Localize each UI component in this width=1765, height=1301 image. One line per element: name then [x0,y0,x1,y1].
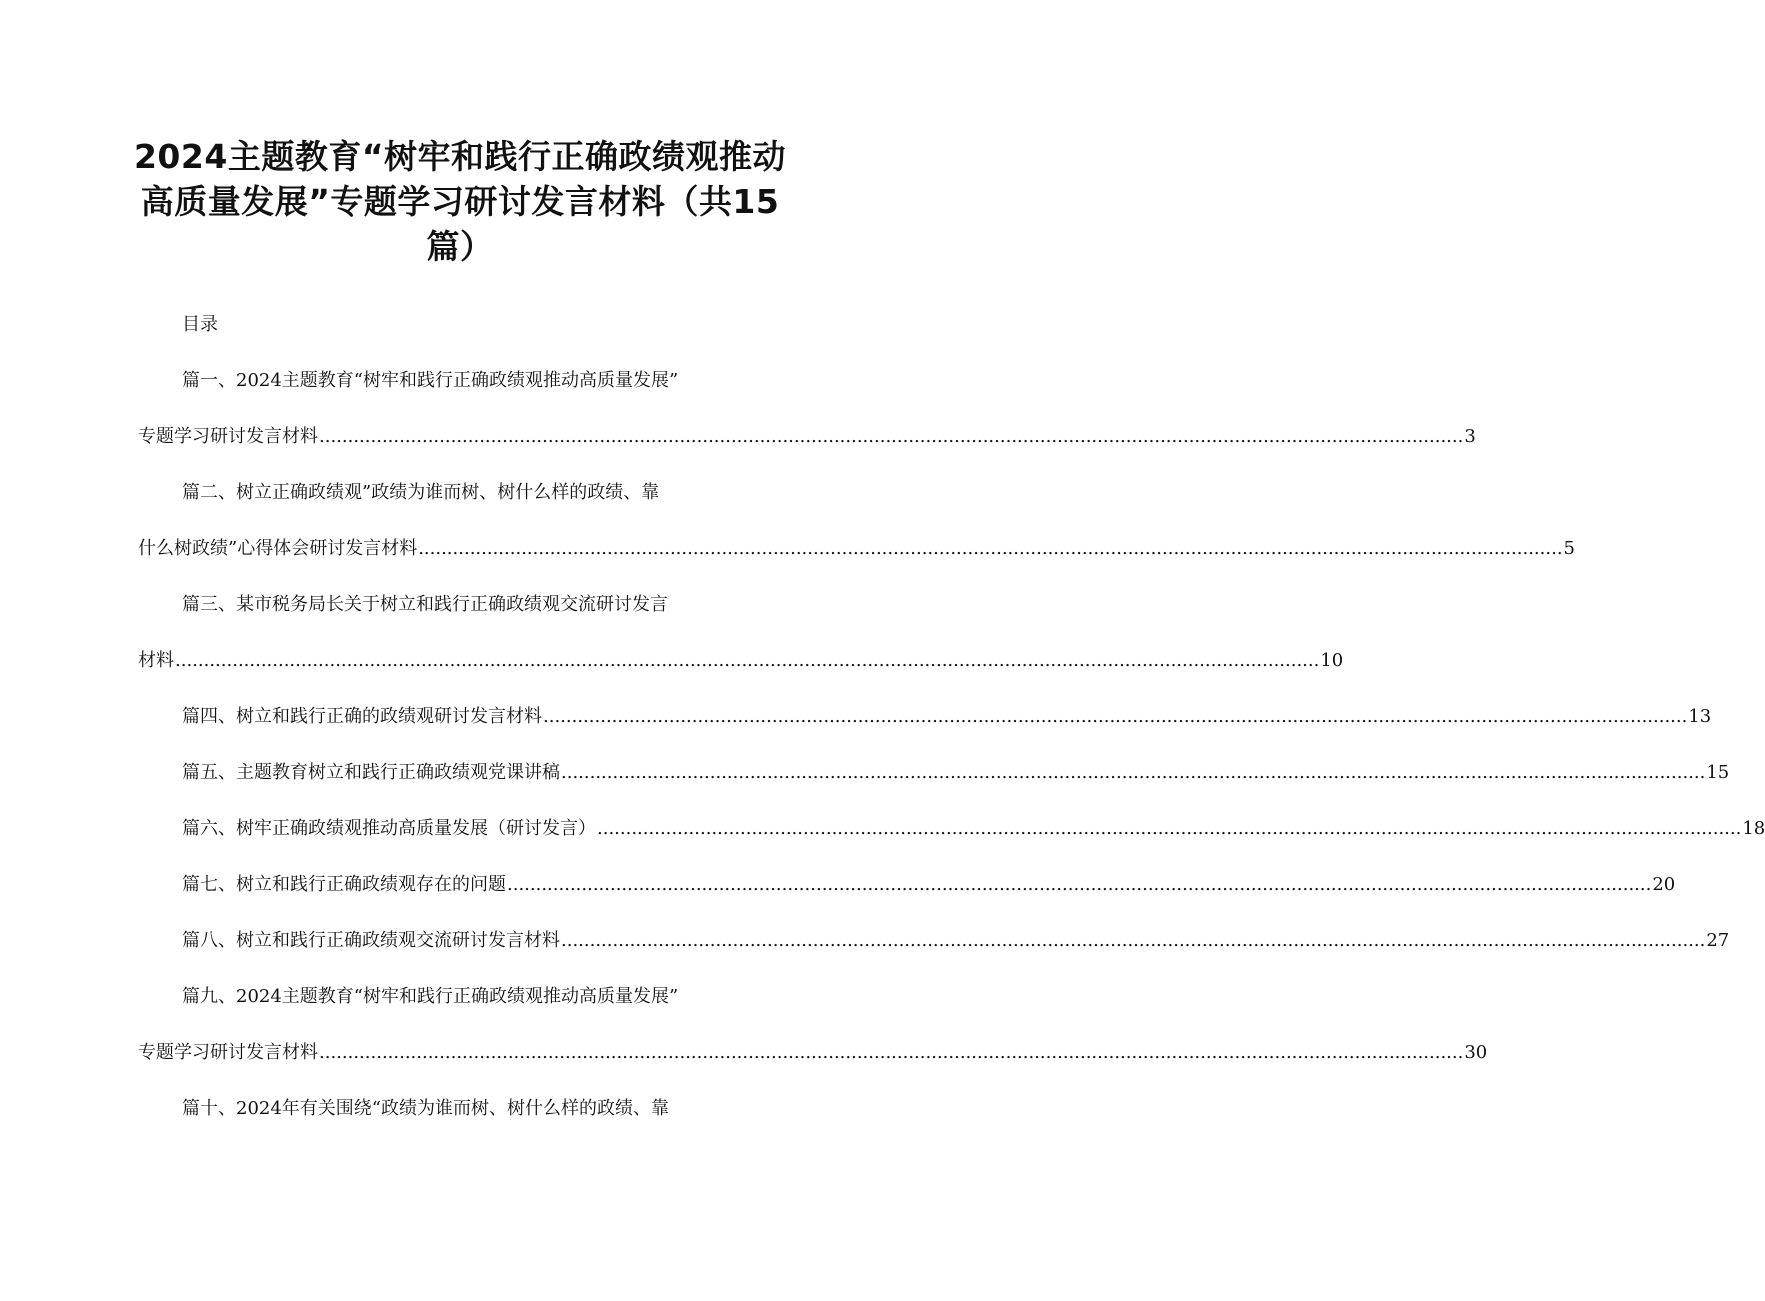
toc-entry-6[interactable] [182,817,1765,841]
toc-entry-2-line2[interactable] [138,537,1575,561]
toc-entry-9-line1: 篇九、2024主题教育“树牢和践行正确政绩观推动高质量发展” [182,986,679,1007]
dot-leader: ........................................................................................................................................................................................................ [561,930,1706,951]
toc-page-number: 30 [1464,1042,1488,1063]
toc-entry-10-line1: 篇十、2024年有关围绕“政绩为谁而树、树什么样的政绩、靠 [182,1098,670,1119]
dot-leader: ........................................................................................................................................................................................................ [597,818,1742,839]
toc-entry-title: 专题学习研讨发言材料 [138,1042,318,1063]
toc-entry-title: 篇六、树牢正确政绩观推动高质量发展（研讨发言） [182,818,596,839]
toc-entry-2-line1: 篇二、树立正确政绩观”政绩为谁而树、树什么样的政绩、靠 [182,482,660,503]
toc-entry-1-line1: 篇一、2024主题教育“树牢和践行正确政绩观推动高质量发展” [182,370,679,391]
dot-leader: ........................................................................................................................................................................................................ [418,538,1563,559]
toc-entry-title: 专题学习研讨发言材料 [138,426,318,447]
toc-entry-3-line1: 篇三、某市税务局长关于树立和践行正确政绩观交流研讨发言 [182,594,668,615]
toc-page-number: 5 [1563,538,1575,559]
toc-page-number: 3 [1464,426,1476,447]
toc-entry-8[interactable] [182,929,1730,953]
toc-entry-7[interactable] [182,873,1676,897]
toc-entry-title: 篇五、主题教育树立和践行正确政绩观党课讲稿 [182,762,560,783]
toc-page-number: 10 [1320,650,1344,671]
dot-leader: ........................................................................................................................................................................................................ [543,706,1688,727]
dot-leader: ........................................................................................................................................................................................................ [561,762,1706,783]
toc-page-number: 15 [1706,762,1730,783]
toc-entry-1-line2[interactable] [138,425,1476,449]
toc-page-number: 20 [1652,874,1676,895]
dot-leader: ........................................................................................................................................................................................................ [507,874,1652,895]
toc-entry-title: 篇八、树立和践行正确政绩观交流研讨发言材料 [182,930,560,951]
toc-entry-4[interactable] [182,705,1712,729]
dot-leader: ........................................................................................................................................................................................................ [319,426,1464,447]
toc-entry-9-line2[interactable] [138,1041,1488,1065]
toc-page-number: 13 [1688,706,1712,727]
document-title: 2024主题教育“树牢和践行正确政绩观推动高质量发展”专题学习研讨发言材料（共15篇） [133,137,787,266]
toc-entry-title: 材料 [138,650,174,671]
toc-entry-title: 什么树政绩”心得体会研讨发言材料 [138,538,418,559]
toc-page-number: 18 [1742,818,1765,839]
toc-entry-5[interactable] [182,761,1730,785]
dot-leader: ........................................................................................................................................................................................................ [319,1042,1464,1063]
toc-page-number: 27 [1706,930,1730,951]
toc-entry-title: 篇四、树立和践行正确的政绩观研讨发言材料 [182,706,542,727]
toc-heading: 目录 [182,314,218,335]
dot-leader: ........................................................................................................................................................................................................ [175,650,1320,671]
toc-entry-title: 篇七、树立和践行正确政绩观存在的问题 [182,874,506,895]
toc-entry-3-line2[interactable] [138,649,1344,673]
